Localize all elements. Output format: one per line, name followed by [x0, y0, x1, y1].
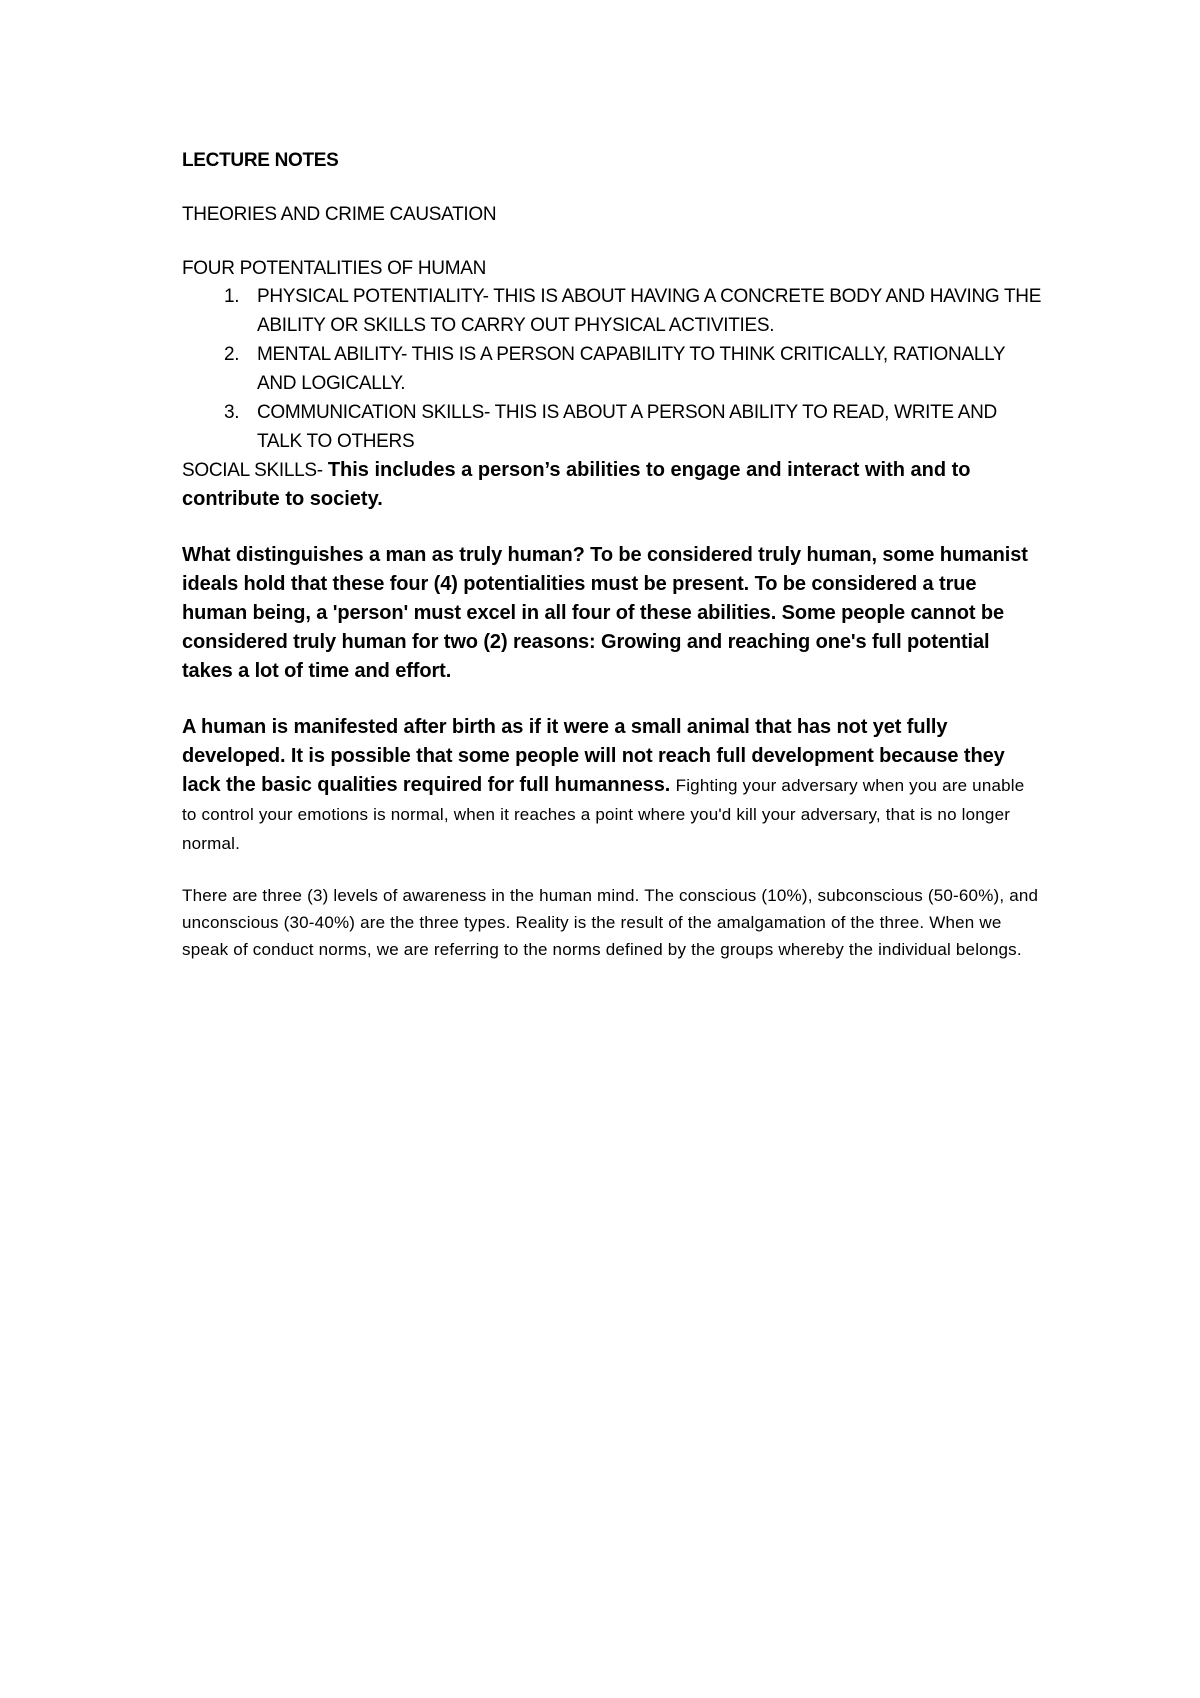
document-body — [182, 148, 1042, 963]
list-item — [224, 282, 1042, 340]
social-skills-text: This includes a person’s abilities to engage and interact with and to contribute to society. — [182, 459, 971, 510]
list-item — [224, 340, 1042, 398]
social-skills-paragraph — [182, 456, 1042, 514]
list-item-number: 1. — [224, 286, 240, 307]
social-skills-label: SOCIAL SKILLS- — [182, 460, 328, 481]
paragraph-human-development — [182, 713, 1042, 858]
paragraph-awareness-levels: There are three (3) levels of awareness in the human mind. The conscious (10%), subconscious (50-60%), and unconscious (30-40%) are the three types. Reality is the result of the amalgamation of the three. When we speak of conduct norms, we are referring to the norms defined by the groups whereby the individual belongs. — [182, 886, 1039, 959]
list-item — [224, 398, 1042, 456]
list-item-number: 2. — [224, 344, 240, 365]
list-item-text: MENTAL ABILITY- THIS IS A PERSON CAPABILITY TO THINK CRITICALLY, RATIONALLY AND LOGICALLY. — [257, 344, 1005, 394]
paragraph-bold-text: A human is manifested after birth as if it were a small animal that has not yet fully developed. It is possible that some people will not reach full development because they lack the basic qualities required for full humanness. — [182, 716, 1005, 796]
paragraph-truly-human: What distinguishes a man as truly human? To be considered truly human, some humanist ideals hold that these four (4) potentialities must be present. To be considered a true human being, a 'person' must excel in all four of these abilities. Some people cannot be considered truly human for two (2) reasons: Growing and reaching one's full potential takes a lot of time and effort. — [182, 544, 1028, 682]
document-subtitle: THEORIES AND CRIME CAUSATION — [182, 204, 497, 225]
paragraph-normal-text: Fighting your adversary when you are unable to control your emotions is normal, when it reaches a point where you'd kill your adversary, that is no longer normal. — [182, 776, 1025, 853]
list-item-text: COMMUNICATION SKILLS- THIS IS ABOUT A PERSON ABILITY TO READ, WRITE AND TALK TO OTHERS — [257, 402, 997, 452]
list-item-number: 3. — [224, 402, 240, 423]
document-title: LECTURE NOTES — [182, 150, 339, 171]
list-item-text: PHYSICAL POTENTIALITY- THIS IS ABOUT HAVING A CONCRETE BODY AND HAVING THE ABILITY OR SKILLS TO CARRY OUT PHYSICAL ACTIVITIES. — [257, 286, 1042, 336]
section-heading: FOUR POTENTALITIES OF HUMAN — [182, 258, 487, 279]
potentialities-list — [182, 282, 1042, 456]
